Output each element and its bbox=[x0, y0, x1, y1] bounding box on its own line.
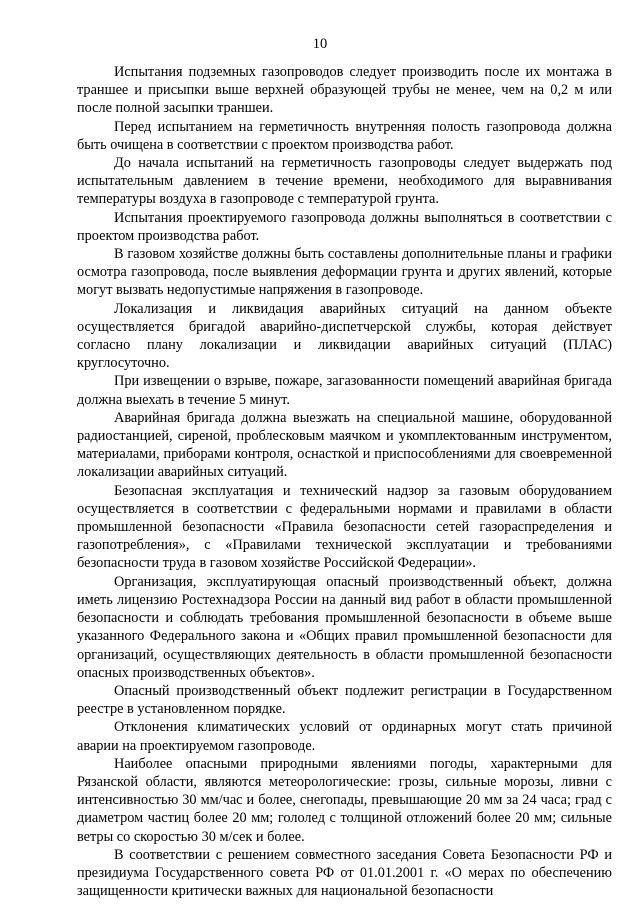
document-body bbox=[77, 63, 612, 900]
paragraph-climate-deviations: Отклонения климатических условий от ординарных могут стать причиной аварии на проектируемом газопроводе. bbox=[77, 719, 612, 754]
paragraph-license: Организация, эксплуатирующая опасный производственный объект, должна иметь лицензию Ростехнадзора России на данный вид работ в области промышленной безопасности и соблюдать требования промышленной безопасности в объеме выше указанного Федерального закона и «Общих правил промышленной безопасности для организаций, осуществляющих деятельность в области промышленной безопасности опасных производственных объектов». bbox=[77, 573, 612, 681]
paragraph-security-council: В соответствии с решением совместного заседания Совета Безопасности РФ и президиума Государственного совета РФ от 01.01.2001 г. «О мерах по обеспечению защищенности критически важных для национальной безопасности bbox=[77, 846, 612, 900]
paragraph-safe-operation: Безопасная эксплуатация и технический надзор за газовым оборудованием осуществляется в соответствии с федеральными нормами и правилами в области промышленной безопасности «Правила безопасности сетей газораспределения и газопотребления», с «Правилами технической эксплуатации и требованиями безопасности труда в газовом хозяйстве Российской Федерации». bbox=[77, 482, 612, 572]
page-number: 10 bbox=[312, 36, 328, 52]
paragraph-testing-project: Испытания проектируемого газопровода должны выполняться в соответствии с проектом производства работ. bbox=[77, 209, 612, 244]
paragraph-response-time: При извещении о взрыве, пожаре, загазованности помещений аварийная бригада должна выехать в течение 5 минут. bbox=[77, 373, 612, 408]
paragraph-testing-timing: Испытания подземных газопроводов следует производить после их монтажа в траншее и присыпки выше верхней образующей трубы не менее, чем на 0,2 м или после полной засыпки траншеи. bbox=[77, 64, 612, 117]
paragraph-pressure-hold: До начала испытаний на герметичность газопроводы следует выдержать под испытательным давлением в течение времени, необходимого для выравнивания температуры воздуха в газопроводе с температурой грунта. bbox=[77, 155, 612, 208]
paragraph-weather-hazards: Наиболее опасными природными явлениями погоды, характерными для Рязанской области, являются метеорологические: грозы, сильные морозы, ливни с интенсивностью 30 мм/час и более, снегопады, превышающие 20 мм за 24 часа; град с диаметром частиц более 20 мм; гололед с толщиной отложений более 20 мм; сильные ветры со скоростью 30 м/сек и более. bbox=[77, 755, 612, 845]
paragraph-emergency-localization: Локализация и ликвидация аварийных ситуаций на данном объекте осуществляется бригадой аварийно-диспетчерской службы, которая действует согласно плану локализации и ликвидации аварийных ситуаций (ПЛАС) круглосуточно. bbox=[77, 300, 612, 372]
paragraph-inspection-plans: В газовом хозяйстве должны быть составлены дополнительные планы и графики осмотра газопровода, после выявления деформации грунта и других явлений, которые могут вызвать недопустимые напряжения в газопроводе. bbox=[77, 246, 612, 299]
paragraph-registration: Опасный производственный объект подлежит регистрации в Государственном реестре в установленном порядке. bbox=[77, 682, 612, 718]
paragraph-emergency-crew: Аварийная бригада должна выезжать на специальной машине, оборудованной радиостанцией, сиреной, проблесковым маячком и укомплектованным инструментом, материалами, приборами контроля, оснасткой и приспособлениями для своевременной локализации аварийных ситуаций. bbox=[77, 409, 612, 481]
paragraph-cavity-cleaning: Перед испытанием на герметичность внутренняя полость газопровода должна быть очищена в соответствии с проектом производства работ. bbox=[77, 118, 612, 153]
